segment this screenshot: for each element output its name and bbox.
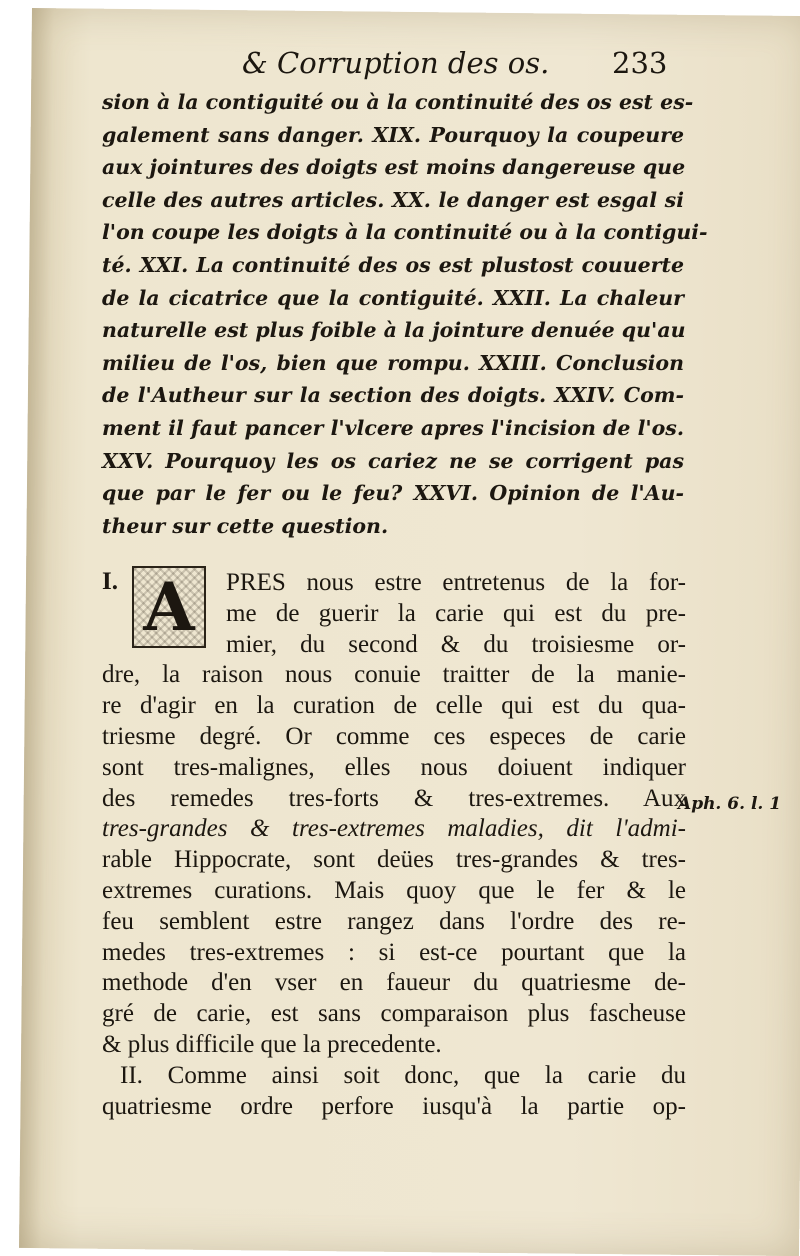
body-line: II. Comme ainsi soit donc, que la carie du bbox=[120, 1061, 686, 1089]
summary-line: theur sur cette question. bbox=[102, 513, 389, 538]
running-header bbox=[0, 46, 800, 86]
page-number: 233 bbox=[612, 46, 668, 80]
summary-line: sion à la contiguité ou à la continuité des os est es- bbox=[102, 90, 694, 114]
body-line: PRES nous estre entretenus de la for- bbox=[226, 569, 686, 596]
body-line: dre, la raison nous conuie traitter de la manie- bbox=[102, 661, 686, 689]
summary-line: naturelle est plus foible à la jointure denuée qu'au bbox=[102, 318, 686, 343]
summary-line: de l'Autheur sur la section des doigts. XXIV. Com- bbox=[102, 383, 684, 408]
chapter-summary bbox=[102, 86, 708, 542]
ornamental-dropcap: A bbox=[132, 566, 206, 648]
body-line: & plus difficile que la precedente. bbox=[102, 1030, 442, 1058]
summary-line: celle des autres articles. XX. le danger est esgal si bbox=[102, 187, 684, 212]
margin-reference: Aph. 6. l. 1 bbox=[678, 794, 782, 814]
body-line: rable Hippocrate, sont deües tres-grandes & tres- bbox=[102, 846, 686, 874]
body-line: me de guerir la carie qui est du pre- bbox=[226, 599, 686, 627]
summary-line: que par le fer ou le feu? XXVI. Opinion de l'Au- bbox=[102, 481, 684, 506]
summary-line: XXV. Pourquoy les os cariez ne se corrigent pas bbox=[102, 448, 684, 473]
body-line: methode d'en vser en faueur du quatriesme de- bbox=[102, 969, 686, 997]
body-line: sont tres-malignes, elles nous doiuent indiquer bbox=[102, 753, 686, 781]
body-line: des remedes tres-forts & tres-extremes. Aux bbox=[102, 784, 686, 812]
summary-line: ment il faut pancer l'vlcere apres l'incision de l'os. bbox=[102, 415, 684, 440]
body-line: mier, du second & du troisiesme or- bbox=[226, 630, 686, 658]
body-line: medes tres-extremes : si est-ce pourtant que la bbox=[102, 938, 686, 966]
body-line: tres-grandes & tres-extremes maladies, dit l'admi- bbox=[102, 815, 686, 843]
summary-line: té. XXI. La continuité des os est plustost couuerte bbox=[102, 252, 684, 277]
summary-line: l'on coupe les doigts à la continuité ou à la contigui- bbox=[102, 220, 708, 245]
summary-line: galement sans danger. XIX. Pourquoy la coupeure bbox=[102, 122, 684, 147]
running-title: & Corruption des os. bbox=[242, 46, 550, 80]
summary-line: de la cicatrice que la contiguité. XXII. La chaleur bbox=[102, 285, 684, 310]
summary-line: milieu de l'os, bien que rompu. XXIII. Conclusion bbox=[102, 350, 684, 375]
summary-line: aux jointures des doigts est moins dangereuse que bbox=[102, 155, 686, 180]
paragraph-1 bbox=[102, 568, 686, 1122]
body-line: extremes curations. Mais quoy que le fer & le bbox=[102, 876, 686, 904]
body-line: re d'agir en la curation de celle qui est du qua- bbox=[102, 692, 686, 720]
body-line: quatriesme ordre perfore iusqu'à la partie op- bbox=[102, 1092, 686, 1120]
body-line: triesme degré. Or comme ces especes de carie bbox=[102, 722, 686, 750]
body-line: gré de carie, est sans comparaison plus fascheuse bbox=[102, 1000, 686, 1028]
paragraph-number: I. bbox=[102, 568, 118, 595]
body-line: feu semblent estre rangez dans l'ordre des re- bbox=[102, 907, 686, 935]
